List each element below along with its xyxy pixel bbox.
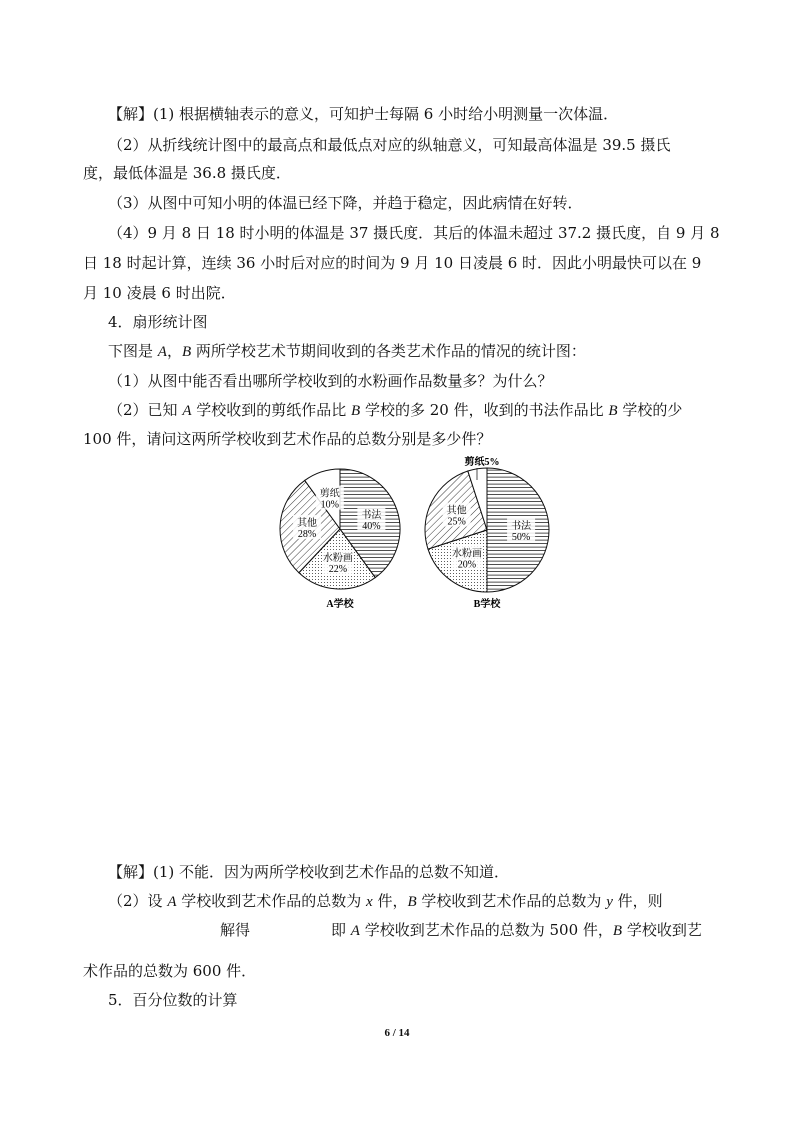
problem-4-intro <box>108 341 586 362</box>
solution-3-line-2: （2）从折线统计图中的最高点和最低点对应的纵轴意义，可知最高体温是 39.5 摄氏 <box>108 136 671 154</box>
pie-a-value-calligraphy: 40% <box>362 520 381 532</box>
page-number: 6 / 14 <box>384 1027 410 1039</box>
pie-chart-a <box>280 469 400 589</box>
pie-b-value-calligraphy: 50% <box>511 532 531 543</box>
pie-b-label-gouache: 水粉画 <box>451 548 482 560</box>
solution-3-line-4: （3）从图中可知小明的体温已经下降，并趋于稳定，因此病情在好转． <box>108 194 583 212</box>
text: （2）设 <box>108 892 168 910</box>
pie-a-value-other: 28% <box>297 528 317 540</box>
text: 件， <box>372 892 408 910</box>
solution-4-line-3a: 解得 <box>220 921 251 939</box>
problem-4-question-1: （1）从图中能否看出哪所学校收到的水粉画作品数量多？为什么？ <box>108 372 553 390</box>
var-b: B <box>608 403 618 419</box>
solution-3-line-7: 月 10 凌晨 6 时出院． <box>83 284 236 302</box>
var-y: y <box>606 894 613 910</box>
text: 学校的少 <box>617 401 683 419</box>
pie-charts-figure <box>272 452 558 616</box>
var-b: B <box>351 403 361 419</box>
pie-chart-b <box>425 468 549 592</box>
var-b: B <box>407 894 417 910</box>
solution-3-line-6: 日 18 时起计算，连续 36 小时后对应的时间为 9 月 10 日凌晨 6 时．因此小明最快可以在 9 <box>83 254 702 272</box>
text: 两所学校艺术节期间收到的各类艺术作品的情况的统计图： <box>191 342 586 360</box>
var-a: A <box>167 894 177 910</box>
chart-title-a: A学校 <box>326 599 354 610</box>
pie-b-value-other: 25% <box>447 516 466 528</box>
text: 学校收到的剪纸作品比 <box>191 401 352 419</box>
text: 学校收到艺术作品的总数为 <box>176 892 367 910</box>
var-b: B <box>612 923 623 939</box>
pie-a-value-gouache: 22% <box>328 563 348 575</box>
solution-3-line-3: 度，最低体温是 36.8 摄氏度． <box>83 164 291 182</box>
solution-3-line-1: 【解】(1) 根据横轴表示的意义，可知护士每隔 6 小时给小明测量一次体温． <box>108 105 619 123</box>
text: 即 <box>331 921 351 939</box>
pie-b-label-calligraphy: 书法 <box>511 521 532 532</box>
pie-a-label-other: 其他 <box>297 517 318 529</box>
var-b: B <box>181 344 192 360</box>
pie-b-label-other: 其他 <box>446 505 467 517</box>
text: ， <box>166 342 182 360</box>
pie-a-label-calligraphy: 书法 <box>361 509 382 521</box>
text: 下图是 <box>108 342 158 360</box>
solution-4-line-1: 【解】(1) 不能．因为两所学校收到艺术作品的总数不知道． <box>108 863 510 881</box>
chart-title-b: B学校 <box>473 599 501 610</box>
solution-4-line-4: 术作品的总数为 600 件． <box>83 962 257 980</box>
var-a: A <box>157 344 167 360</box>
problem-4-question-2-cont: 100 件，请问这两所学校收到艺术作品的总数分别是多少件？ <box>83 430 492 448</box>
text: 学校的多 20 件，收到的书法作品比 <box>360 401 609 419</box>
solution-4-line-2 <box>108 891 663 912</box>
text: 学校收到艺 <box>622 921 702 939</box>
text: （2）已知 <box>108 401 183 419</box>
text: 学校收到艺术作品的总数为 500 件， <box>359 921 613 939</box>
section-5-heading: 5．百分位数的计算 <box>108 991 238 1009</box>
solution-4-line-3b <box>331 920 702 941</box>
problem-4-question-2 <box>108 400 682 421</box>
var-a: A <box>182 403 192 419</box>
var-a: A <box>350 923 360 939</box>
pie-b-value-gouache: 20% <box>457 559 477 571</box>
pie-b-outside-label: 剪纸5% <box>464 457 500 468</box>
section-4-heading: 4．扇形统计图 <box>108 313 208 331</box>
solution-3-line-5: （4）9 月 8 日 18 时小明的体温是 37 摄氏度．其后的体温未超过 37.2 摄氏度，自 9 月 8 <box>108 224 720 242</box>
pie-a-label-gouache: 水粉画 <box>322 552 353 564</box>
pie-a-label-papercut: 剪纸 <box>319 488 340 500</box>
var-x: x <box>366 894 373 910</box>
text: 学校收到艺术作品的总数为 <box>416 892 607 910</box>
text: 件，则 <box>612 892 663 910</box>
pie-a-value-papercut: 10% <box>320 499 339 511</box>
